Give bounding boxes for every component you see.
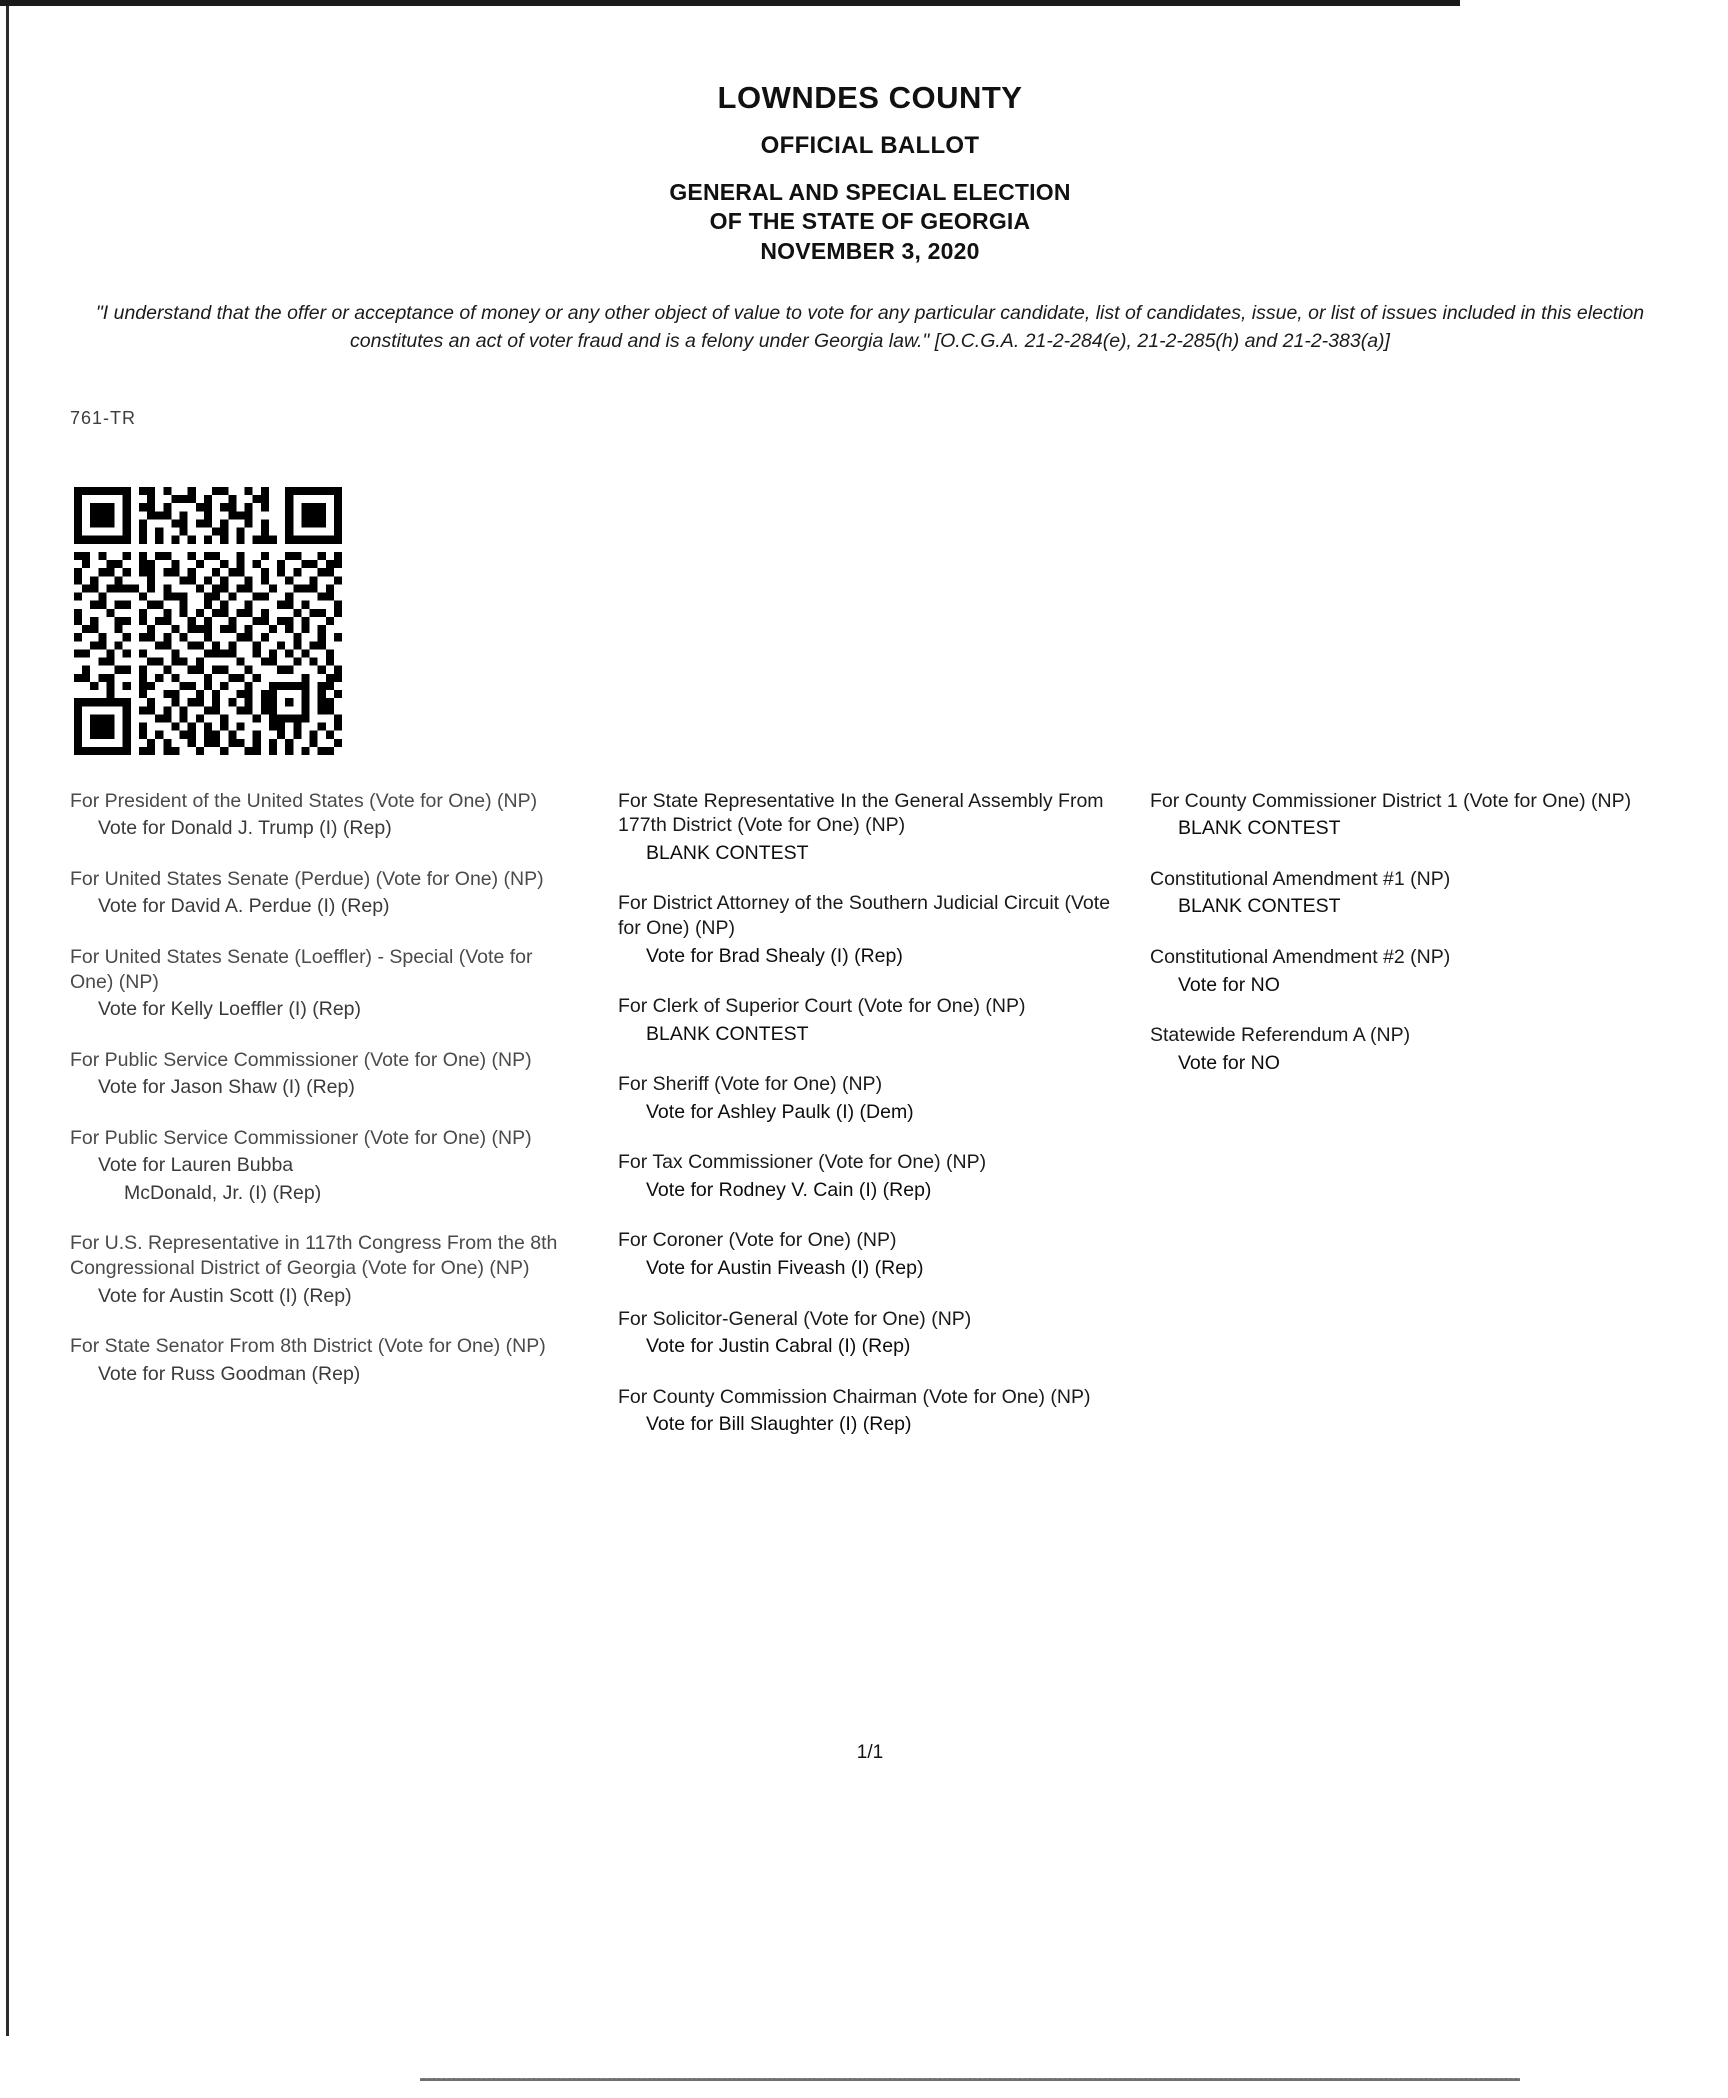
contest-title: For District Attorney of the Southern Judicial Circuit (Vote for One) (NP) [618, 892, 1111, 939]
contest-title: For United States Senate (Loeffler) - Special (Vote for One) (NP) [70, 945, 533, 993]
voter-fraud-oath-text: "I understand that the offer or acceptance of money or any other object of value to vote for any particular candidate, list of candidates, issue, or list of issues included in this election constitutes an act of voter fraud and is a felony under Georgia law." [O.C.G.A. 21-2-284(e), 21-2-285(h) and 21-2-383(a)] [95, 302, 1645, 352]
contest-title: Constitutional Amendment #2 (NP) [1150, 945, 1451, 968]
contest-choice: BLANK CONTEST [1178, 895, 1341, 918]
page-number: 1/1 [856, 1742, 884, 1763]
contest-choice: Vote for NO [1178, 973, 1280, 996]
contest-choice: BLANK CONTEST [646, 841, 809, 864]
contest-constitutional-amendment-1 [1150, 867, 1652, 919]
contest-coroner [618, 1228, 1112, 1280]
contest-title: Statewide Referendum A (NP) [1150, 1024, 1411, 1047]
contest-choice: Vote for Russ Goodman (Rep) [98, 1362, 361, 1385]
contest-choice: Vote for Rodney V. Cain (I) (Rep) [646, 1178, 932, 1201]
contest-district-attorney [618, 891, 1112, 968]
contest-us-senate-perdue [70, 867, 572, 919]
contest-state-senator [70, 1334, 572, 1386]
contest-choice: Vote for Austin Scott (I) (Rep) [98, 1284, 352, 1307]
contest-columns [60, 789, 1680, 1463]
contest-title: For County Commissioner District 1 (Vote for One) (NP) [1150, 789, 1632, 812]
contest-choice: Vote for Austin Fiveash (I) (Rep) [646, 1257, 924, 1279]
election-title-line-1: GENERAL AND SPECIAL ELECTION [669, 179, 1071, 205]
contest-title: For State Senator From 8th District (Vote for One) (NP) [70, 1335, 546, 1358]
official-ballot-title: OFFICIAL BALLOT [760, 132, 980, 159]
contest-choice: Vote for David A. Perdue (I) (Rep) [98, 895, 390, 918]
contest-choice: Vote for Donald J. Trump (I) (Rep) [98, 817, 392, 840]
ballot-style-id: 761-TR [70, 407, 137, 428]
contest-solicitor-general [618, 1307, 1112, 1359]
contest-title: Constitutional Amendment #1 (NP) [1150, 867, 1451, 890]
scan-edge-top [0, 0, 1460, 6]
county-title: LOWNDES COUNTY [717, 80, 1023, 115]
contest-president [70, 789, 572, 841]
contest-psc-shaw [70, 1048, 572, 1100]
contest-choice: Vote for Justin Cabral (I) (Rep) [646, 1335, 911, 1358]
contest-title: For Public Service Commissioner (Vote for One) (NP) [70, 1126, 532, 1149]
contest-tax-commissioner [618, 1150, 1112, 1202]
contest-choice: BLANK CONTEST [1178, 817, 1341, 840]
contest-choice-continued: McDonald, Jr. (I) (Rep) [124, 1181, 322, 1204]
contest-title: For U.S. Representative in 117th Congress From the 8th Congressional District of Georgia (Vote for One) (NP) [70, 1232, 558, 1279]
ballot-sheet [60, 80, 1680, 1763]
contest-county-commission-chairman [618, 1385, 1112, 1437]
contest-choice: Vote for Kelly Loeffler (I) (Rep) [98, 998, 362, 1021]
contest-column-1 [60, 789, 600, 1413]
contest-title: For Coroner (Vote for One) (NP) [618, 1229, 897, 1252]
contest-choice: Vote for Lauren Bubba [98, 1154, 294, 1177]
contest-choice: Vote for Bill Slaughter (I) (Rep) [646, 1413, 912, 1436]
contest-psc-mcdonald [70, 1126, 572, 1206]
contest-choice: BLANK CONTEST [646, 1022, 809, 1045]
scan-edge-bottom [420, 2078, 1520, 2081]
election-title-line-2: OF THE STATE OF GEORGIA [709, 208, 1031, 235]
contest-title: For United States Senate (Perdue) (Vote for One) (NP) [70, 867, 544, 890]
contest-title: For President of the United States (Vote for One) (NP) [70, 789, 538, 812]
contest-choice: Vote for Brad Shealy (I) (Rep) [646, 944, 903, 967]
contest-title: For Solicitor-General (Vote for One) (NP) [618, 1307, 972, 1330]
contest-choice: Vote for NO [1178, 1051, 1280, 1074]
contest-choice: Vote for Ashley Paulk (I) (Dem) [646, 1100, 914, 1123]
election-date: NOVEMBER 3, 2020 [760, 237, 980, 264]
contest-title: For Tax Commissioner (Vote for One) (NP) [618, 1151, 987, 1174]
contest-title: For Sheriff (Vote for One) (NP) [618, 1073, 883, 1096]
contest-constitutional-amendment-2 [1150, 945, 1652, 997]
contest-title: For Clerk of Superior Court (Vote for One) (NP) [618, 995, 1026, 1018]
contest-county-commissioner-d1 [1150, 789, 1652, 841]
contest-us-senate-loeffler [70, 945, 572, 1022]
qr-code-icon [74, 487, 342, 755]
election-title [60, 178, 1680, 266]
contest-sheriff [618, 1072, 1112, 1124]
contest-title: For State Representative In the General Assembly From 177th District (Vote for One) (NP) [618, 789, 1104, 837]
contest-column-2 [600, 789, 1140, 1463]
contest-statewide-referendum-a [1150, 1023, 1652, 1075]
contest-state-representative [618, 789, 1112, 866]
contest-clerk-superior-court [618, 994, 1112, 1046]
contest-column-3 [1140, 789, 1680, 1102]
contest-us-representative [70, 1231, 572, 1308]
contest-title: For Public Service Commissioner (Vote for One) (NP) [70, 1048, 532, 1071]
contest-choice: Vote for Jason Shaw (I) (Rep) [98, 1076, 355, 1099]
ballot-header [60, 80, 1680, 266]
contest-title: For County Commission Chairman (Vote for One) (NP) [618, 1385, 1091, 1408]
scan-edge-left [6, 6, 9, 2036]
qr-code-container [74, 487, 1680, 755]
